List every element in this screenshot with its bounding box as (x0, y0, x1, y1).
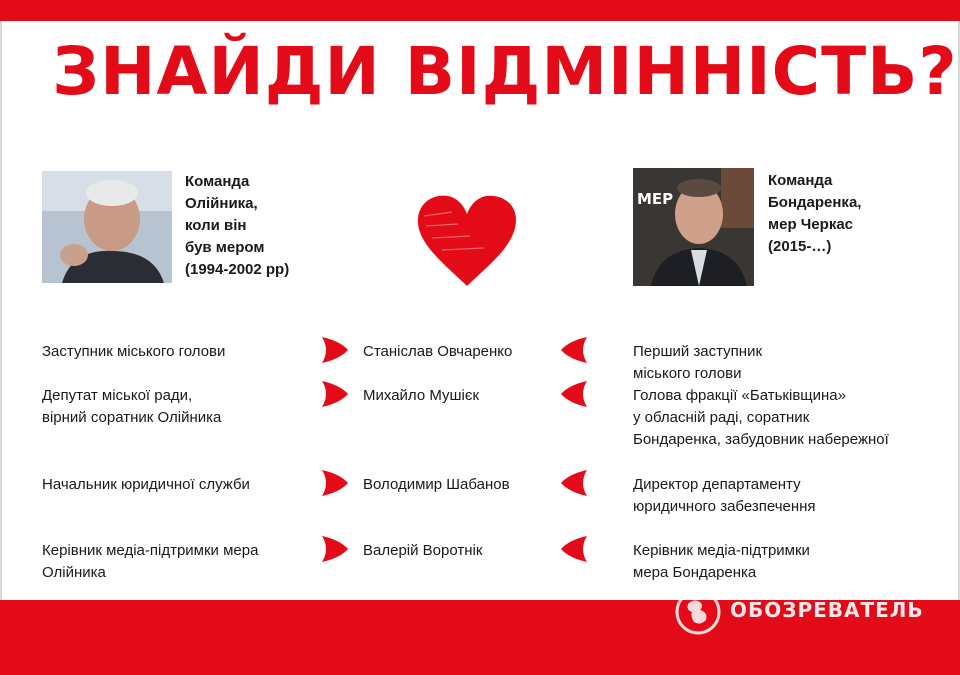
row-1-name: Станіслав Овчаренко (363, 343, 513, 360)
role-line: мера Бондаренка (633, 564, 757, 581)
arrow-left-icon (557, 532, 591, 566)
team-right-line: Бондаренка, (768, 194, 862, 211)
team-left-line: коли він (185, 217, 247, 234)
arrow-right-icon (318, 466, 352, 500)
olijnyk-photo (42, 171, 172, 283)
row-1-right-role (633, 341, 953, 385)
role-line: Директор департаменту (633, 476, 801, 493)
globe-icon (674, 588, 722, 636)
role-line: міського голови (633, 365, 742, 382)
row-2-left-role (42, 385, 312, 429)
row-3-left-role (42, 474, 312, 496)
row-4-right-role (633, 540, 953, 584)
arrow-right-icon (318, 377, 352, 411)
team-left-caption (185, 171, 325, 281)
row-2-right-role (633, 385, 953, 451)
role-line: Голова фракції «Батьківщина» (633, 387, 846, 404)
top-red-bar (0, 0, 960, 21)
team-left-line: був мером (185, 239, 265, 256)
arrow-right-icon (318, 333, 352, 367)
team-left-line: Команда (185, 173, 250, 190)
role-line: Олійника (42, 564, 106, 581)
row-4-name: Валерій Воротнік (363, 542, 483, 559)
team-right-caption (768, 170, 908, 258)
arrow-left-icon (557, 333, 591, 367)
role-line: вірний соратник Олійника (42, 409, 222, 426)
arrow-right-icon (318, 532, 352, 566)
row-2-name: Михайло Мушієк (363, 387, 480, 404)
bondarenko-portrait (633, 168, 754, 286)
row-3-name: Володимир Шабанов (363, 476, 510, 493)
role-line: Перший заступник (633, 343, 763, 360)
arrow-left-icon (557, 377, 591, 411)
brand-logo-text[interactable]: ОБОЗРЕВАТЕЛЬ (730, 598, 924, 622)
role-line: юридичного забезпечення (633, 498, 816, 515)
bondarenko-photo (633, 168, 754, 286)
row-1-left-role (42, 341, 312, 363)
photo-sign-text: МЕР (637, 190, 674, 208)
row-3-right-role (633, 474, 953, 518)
arrow-left-icon (557, 466, 591, 500)
role-line: у обласній раді, соратник (633, 409, 810, 426)
page-title: ЗНАЙДИ ВІДМІННІСТЬ? (52, 33, 958, 110)
team-left-line: (1994-2002 рр) (185, 261, 290, 278)
role-line: Заступник міського голови (42, 343, 226, 360)
role-line: Начальник юридичної служби (42, 476, 250, 493)
team-right-line: (2015-…) (768, 238, 832, 255)
team-right-line: Команда (768, 172, 833, 189)
role-line: Керівник медіа-підтримки мера (42, 542, 259, 559)
heart-icon (412, 190, 522, 290)
team-left-line: Олійника, (185, 195, 258, 212)
row-4-left-role (42, 540, 312, 584)
role-line: Депутат міської ради, (42, 387, 193, 404)
role-line: Бондаренка, забудовник набережної (633, 431, 889, 448)
olijnyk-portrait (42, 171, 172, 283)
role-line: Керівник медіа-підтримки (633, 542, 810, 559)
team-right-line: мер Черкас (768, 216, 854, 233)
